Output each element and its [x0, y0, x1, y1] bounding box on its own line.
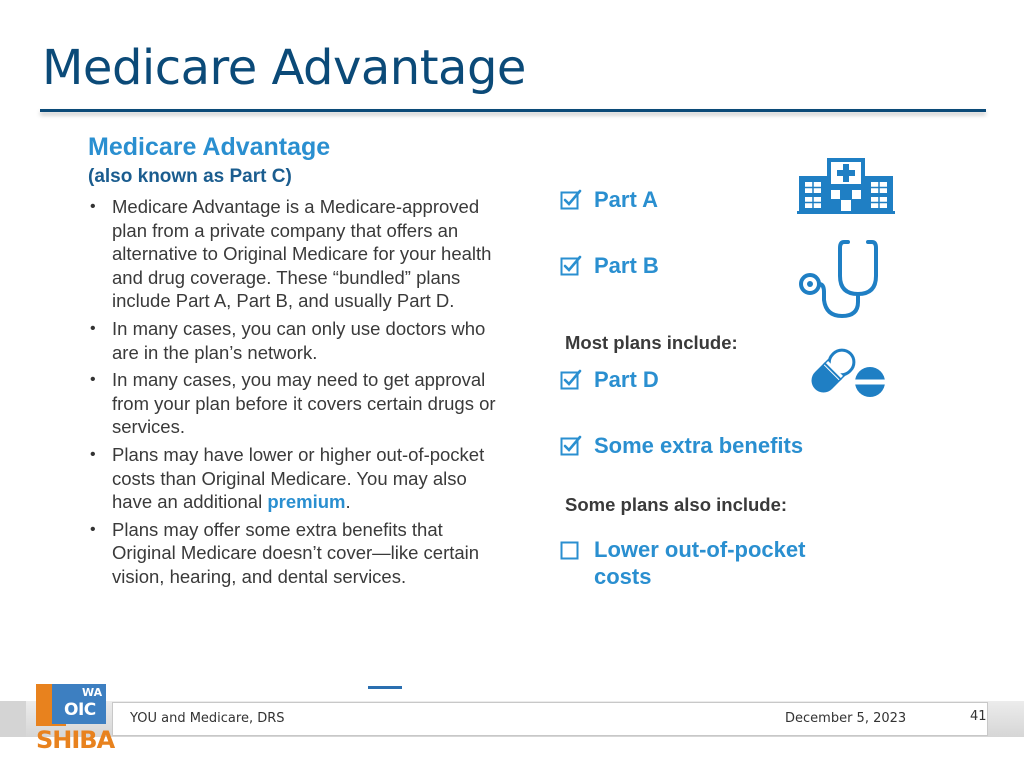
logo-shiba-text: SHIBA: [36, 726, 115, 754]
footer-strip: [0, 701, 26, 737]
stethoscope-icon: [796, 236, 892, 320]
bullet-icon: •: [90, 445, 96, 463]
pill-icon: [808, 342, 888, 402]
bullet-icon: •: [90, 198, 96, 215]
premium-link[interactable]: premium: [267, 491, 346, 513]
hospital-icon: [797, 156, 895, 214]
logo-oic-text: OIC: [64, 700, 96, 720]
bullet-text-tail: .: [345, 491, 351, 513]
coverage-item-part-b: [560, 252, 659, 279]
bullet-text: In many cases, you can only use doctors who are in the plan’s network.: [112, 317, 486, 363]
bullet-text: Medicare Advantage is a Medicare-approved plan from a private company that offers an alternative to Original Medicare for your health and drug coverage. These “bundled” plans include Part A, Part B, and usually Part D.: [112, 196, 492, 312]
logo-wa-text: WA: [82, 686, 103, 699]
bullet-text: Plans may have lower or higher out-of-pocket costs than Original Medicare. You may also have an additional: [112, 443, 485, 513]
most-plans-label: Most plans include:: [565, 332, 738, 353]
unchecked-box-icon: [560, 539, 582, 561]
slide-title: Medicare Advantage: [42, 40, 526, 96]
footer-date: December 5, 2023: [785, 711, 907, 726]
coverage-label: Lower out-of-pocket costs: [594, 537, 806, 589]
footer-source: YOU and Medicare, DRS: [130, 711, 285, 726]
bullet-icon: •: [90, 520, 96, 538]
info-card: [88, 131, 508, 593]
list-item: [88, 518, 508, 589]
card-subheading: (also known as Part C): [88, 166, 292, 187]
bullet-icon: •: [90, 371, 96, 389]
bullet-list: [88, 195, 508, 589]
coverage-panel: [560, 180, 920, 600]
coverage-item-part-d: [560, 366, 659, 393]
page-number: 41: [970, 709, 987, 724]
list-item: [88, 195, 508, 313]
list-item: [88, 317, 508, 364]
bullet-text: Plans may offer some extra benefits that Original Medicare doesn’t cover—like certain vision, hearing, and dental services.: [112, 518, 480, 587]
coverage-label: Some extra benefits: [594, 433, 804, 458]
checked-box-icon: [560, 189, 582, 211]
coverage-item-part-a: [560, 186, 658, 213]
card-heading: Medicare Advantage: [88, 133, 331, 161]
title-divider: [40, 109, 986, 112]
list-item: [88, 368, 508, 439]
coverage-label: Part B: [594, 253, 659, 278]
some-plans-label: Some plans also include:: [565, 494, 788, 515]
bullet-text: In many cases, you may need to get approval from your plan before it covers certain drugs or services.: [112, 369, 496, 438]
coverage-label: Part D: [594, 367, 659, 392]
checked-box-icon: [560, 369, 582, 391]
list-item: [88, 443, 508, 514]
shiba-logo: [36, 684, 115, 760]
coverage-label: Part A: [594, 187, 658, 212]
bullet-icon: •: [90, 319, 96, 337]
accent-bar: [368, 686, 402, 689]
checked-box-icon: [560, 435, 582, 457]
coverage-item-lower-costs: [560, 536, 860, 590]
checked-box-icon: [560, 255, 582, 277]
coverage-item-extra-benefits: [560, 432, 803, 459]
